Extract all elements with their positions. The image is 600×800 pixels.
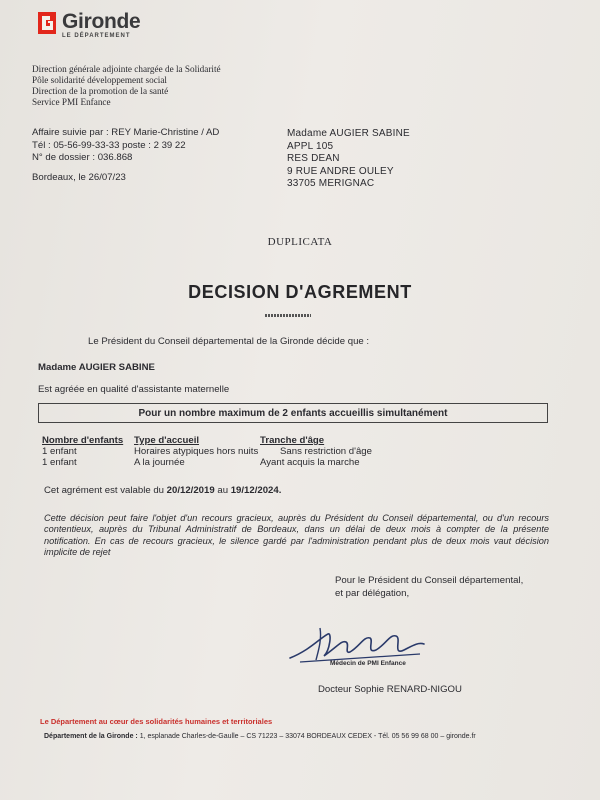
direction-line: Service PMI Enfance bbox=[32, 97, 111, 107]
direction-line: Direction de la promotion de la santé bbox=[32, 86, 169, 96]
delegation-line: Pour le Président du Conseil départemental, bbox=[335, 575, 524, 586]
maximum-children-box: Pour un nombre maximum de 2 enfants accueillis simultanément bbox=[38, 403, 548, 423]
delegation-block bbox=[335, 574, 523, 600]
validity-from: 20/12/2019 bbox=[166, 485, 215, 496]
address-line: APPL 105 bbox=[287, 140, 334, 152]
footer-address bbox=[44, 733, 476, 740]
delegation-line: et par délégation, bbox=[335, 588, 410, 599]
signature-stamp: Médecin de PMI Enfance bbox=[330, 660, 406, 667]
table-header: Tranche d'âge bbox=[260, 435, 325, 446]
affaire-suivi: Affaire suivie par : REY Marie-Christine / AD bbox=[32, 127, 220, 138]
table-cell: 1 enfant bbox=[42, 446, 77, 457]
footer-slogan: Le Département au cœur des solidarités humaines et territoriales bbox=[40, 717, 273, 726]
agreement-statement: Est agréée en qualité d'assistante maternelle bbox=[38, 384, 230, 395]
table-cell: Sans restriction d'âge bbox=[280, 446, 372, 457]
president-intro: Le Président du Conseil départemental de la Gironde décide que : bbox=[88, 336, 370, 347]
validity-statement bbox=[44, 485, 281, 496]
address-line: 9 RUE ANDRE OULEY bbox=[287, 165, 394, 177]
duplicata-label: DUPLICATA bbox=[267, 236, 333, 248]
table-header: Nombre d'enfants bbox=[42, 435, 124, 446]
logo-name: Gironde bbox=[62, 10, 141, 33]
beneficiary-name: Madame AUGIER SABINE bbox=[38, 362, 155, 373]
footer-text: 1, esplanade Charles-de-Gaulle – CS 71223 – 33074 BORDEAUX CEDEX - Tél. 05 56 99 68 00 – gironde.fr bbox=[137, 733, 476, 740]
validity-middle: au bbox=[217, 485, 229, 496]
signatory-name: Docteur Sophie RENARD-NIGOU bbox=[318, 684, 462, 695]
title-underline bbox=[265, 314, 311, 317]
direction-line: Pôle solidarité développement social bbox=[32, 75, 167, 85]
validity-to: 19/12/2024. bbox=[230, 485, 282, 496]
recours-notice: Cette décision peut faire l'objet d'un recours gracieux, auprès du Président du Conseil départemental, ou d'un recours contentieux, auprès du Tribunal Administratif de Bordeaux, dans un délai de deux mois à compter de la présente notification. En cas de recours gracieux, le silence gardé par l'administration pendant plus de deux mois vaut décision implicite de rejet bbox=[44, 513, 549, 557]
address-line: Madame AUGIER SABINE bbox=[287, 128, 410, 139]
validity-prefix: Cet agrément est valable du bbox=[44, 485, 164, 496]
footer-label: Département de la Gironde : bbox=[44, 733, 138, 740]
affaire-tel: Tél : 05-56-99-33-33 poste : 2 39 22 bbox=[32, 139, 186, 151]
logo-subtitle: LE DÉPARTEMENT bbox=[62, 33, 131, 39]
direction-line: Direction générale adjointe chargée de la Solidarité bbox=[32, 64, 221, 74]
table-cell: A la journée bbox=[134, 457, 185, 468]
table-cell: Horaires atypiques hors nuits bbox=[134, 446, 259, 457]
address-line: RES DEAN bbox=[287, 153, 340, 164]
table-cell: Ayant acquis la marche bbox=[260, 457, 360, 468]
table-cell: 1 enfant bbox=[42, 457, 77, 468]
page-title: DECISION D'AGREMENT bbox=[188, 282, 412, 302]
address-line: 33705 MERIGNAC bbox=[287, 178, 375, 189]
direction-block bbox=[32, 64, 221, 108]
document-date: Bordeaux, le 26/07/23 bbox=[32, 172, 126, 183]
affaire-dossier: N° de dossier : 036.868 bbox=[32, 152, 133, 163]
recipient-address bbox=[287, 128, 410, 191]
affaire-block bbox=[32, 127, 219, 165]
table-header: Type d'accueil bbox=[134, 435, 200, 446]
gironde-logo-icon bbox=[36, 10, 58, 36]
